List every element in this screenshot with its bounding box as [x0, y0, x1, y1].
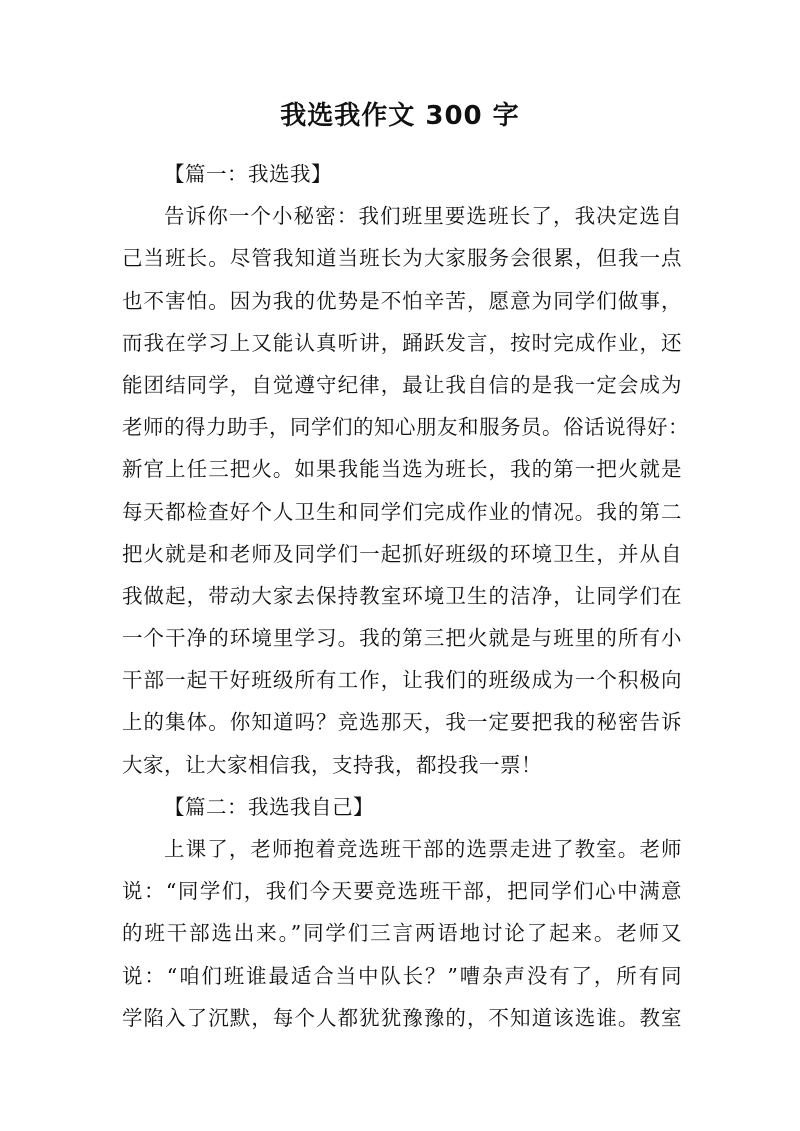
text-line: 的班干部选出来。”同学们三言两语地讨论了起来。老师又: [122, 921, 682, 946]
text-line: 新官上任三把火。如果我能当选为班长，我的第一把火就是: [122, 457, 682, 482]
text-line: 我做起，带动大家去保持教室环境卫生的洁净，让同学们在: [122, 583, 682, 608]
text-line: 也不害怕。因为我的优势是不怕辛苦，愿意为同学们做事，: [122, 288, 682, 313]
text-line: 说：“同学们，我们今天要竞选班干部，把同学们心中满意: [122, 879, 682, 904]
text-line: 上的集体。你知道吗？竞选那天，我一定要把我的秘密告诉: [122, 710, 682, 735]
text-line: 上课了，老师抱着竞选班干部的选票走进了教室。老师: [164, 837, 682, 861]
document-body: [122, 153, 689, 1039]
text-line: 能团结同学，自觉遵守纪律，最让我自信的是我一定会成为: [122, 372, 682, 397]
text-line: 干部一起干好班级所有工作，让我们的班级成为一个积极向: [122, 668, 682, 693]
text-line: 【篇一：我选我】: [164, 162, 332, 186]
text-line: 学陷入了沉默，每个人都犹犹豫豫的，不知道该选谁。教室: [122, 1005, 682, 1030]
text-line: 一个干净的环境里学习。我的第三把火就是与班里的所有小: [122, 626, 682, 651]
text-line: 告诉你一个小秘密：我们班里要选班长了，我决定选自: [164, 204, 682, 229]
text-line: 大家，让大家相信我，支持我，都投我一票！: [122, 752, 542, 777]
text-line: 说：“咱们班谁最适合当中队长？”嘈杂声没有了，所有同: [122, 963, 682, 988]
text-line: 【篇二：我选我自己】: [164, 794, 374, 819]
text-line: 每天都检查好个人卫生和同学们完成作业的情况。我的第二: [122, 499, 682, 524]
text-line: 而我在学习上又能认真听讲，踊跃发言，按时完成作业，还: [122, 330, 682, 355]
text-line: 把火就是和老师及同学们一起抓好班级的环境卫生，并从自: [122, 541, 682, 566]
text-line: 己当班长。尽管我知道当班长为大家服务会很累，但我一点: [122, 246, 682, 271]
text-line: 老师的得力助手，同学们的知心朋友和服务员。俗话说得好：: [122, 415, 689, 440]
document-title: 我选我作文 300 字: [280, 101, 520, 131]
